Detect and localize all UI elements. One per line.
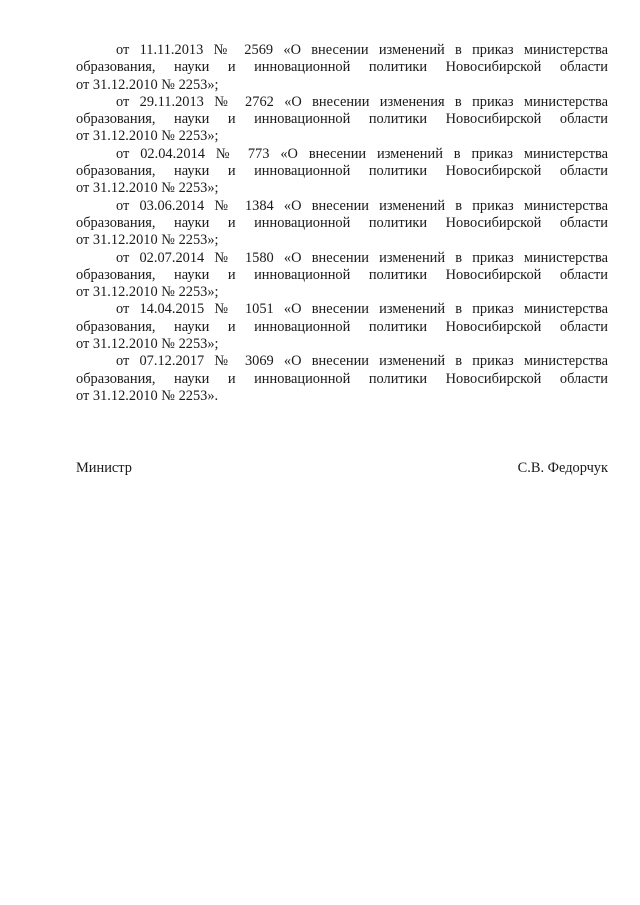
entry-line-2: образования, науки и инновационной политики Новосибирской области [76, 111, 608, 128]
entry-line-3: от 31.12.2010 № 2253»; [76, 232, 219, 249]
entry-line-2: образования, науки и инновационной политики Новосибирской области [76, 370, 608, 387]
entry-line-1: от 07.12.2017 № 3069 «О внесении изменений в приказ министерства [116, 353, 608, 370]
entry-line-1: от 14.04.2015 № 1051 «О внесении изменений в приказ министерства [116, 301, 608, 318]
document-body [76, 42, 608, 405]
entry-line-3: от 31.12.2010 № 2253»; [76, 284, 219, 301]
signature-block [76, 460, 608, 477]
entry-line-2: образования, науки и инновационной политики Новосибирской области [76, 266, 608, 283]
order-entry-4 [76, 198, 608, 250]
order-entry-1 [76, 42, 608, 94]
entry-line-1: от 11.11.2013 № 2569 «О внесении изменений в приказ министерства [116, 42, 608, 58]
signatory-position: Министр [76, 460, 132, 476]
entry-line-1: от 02.07.2014 № 1580 «О внесении изменений в приказ министерства [116, 249, 608, 266]
entry-line-1: от 03.06.2014 № 1384 «О внесении изменений в приказ министерства [116, 197, 608, 214]
entry-line-2: образования, науки и инновационной политики Новосибирской области [76, 214, 608, 231]
order-entry-5 [76, 250, 608, 302]
entry-line-3: от 31.12.2010 № 2253»; [76, 128, 219, 145]
entry-line-1: от 29.11.2013 № 2762 «О внесении изменения в приказ министерства [116, 93, 608, 110]
entry-line-2: образования, науки и инновационной политики Новосибирской области [76, 318, 608, 335]
signatory-name: С.В. Федорчук [517, 460, 608, 476]
entry-line-3: от 31.12.2010 № 2253»; [76, 180, 219, 197]
order-entry-2 [76, 94, 608, 146]
entry-line-2: образования, науки и инновационной политики Новосибирской области [76, 163, 608, 180]
order-entry-3 [76, 146, 608, 198]
entry-line-2: образования, науки и инновационной политики Новосибирской области [76, 59, 608, 76]
entry-line-3: от 31.12.2010 № 2253»; [76, 76, 219, 93]
order-entry-7 [76, 353, 608, 405]
entry-line-3: от 31.12.2010 № 2253». [76, 387, 219, 404]
entry-line-1: от 02.04.2014 № 773 «О внесении изменений в приказ министерства [116, 145, 608, 162]
entry-line-3: от 31.12.2010 № 2253»; [76, 336, 219, 353]
order-entry-6 [76, 301, 608, 353]
